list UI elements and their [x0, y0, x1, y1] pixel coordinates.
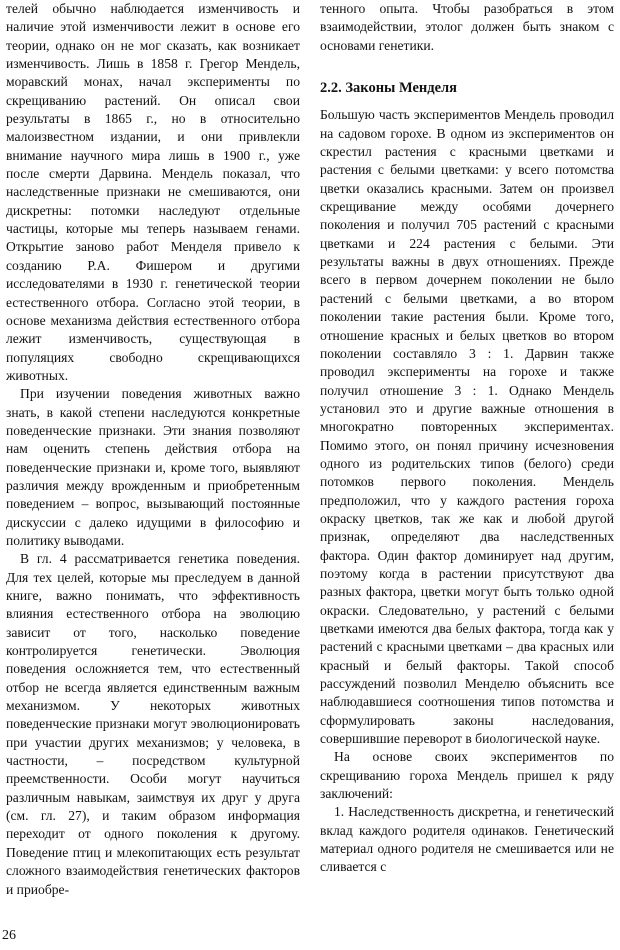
paragraph-continued: телей обычно наблюдается изменчивость и наличие этой изменчивости лежит в основе его теории, однако он не мог сказать, как возникает изменчивость. Лишь в 1858 г. Грегор Мендель, моравский монах, начал эксперименты по скрещиванию растений. Он описал свои результаты в 1865 г., но в относительно малоизвестном издании, и они привлекли внимание научного мира лишь в 1900 г., уже после смерти Дарвина. Мендель показал, что наследственные признаки не смешиваются, они дискретны: потомки наследуют отдельные частицы, которые мы теперь называем генами. Открытие заново работ Менделя привело к созданию Р.А. Фишером и другими исследователями в 1930 г. генетической теории естественного отбора. Согласно этой теории, в основе механизма действия естественного отбора лежит изменчивость, существующая в популяциях свободно скрещивающихся животных.	[6, 1, 300, 383]
paragraph: При изучении поведения животных важно знать, в какой степени наследуются конкретные поведенческие признаки. Эти знания позволяют нам оценить степень действия отбора на поведенческие признаки и, кроме того, выявляют различия между врожденным и приобретенным поведением – вопрос, вызывающий постоянные дискуссии с далеко идущими в философию и политику выводами.	[6, 386, 300, 548]
right-column	[320, 0, 614, 877]
paragraph: В гл. 4 рассматривается генетика поведения. Для тех целей, которые мы преследуем в данной книге, важно понимать, что эффективность влияния естественного отбора на эволюцию зависит от того, насколько поведение контролируется генетически. Эволюция поведения осложняется тем, что естественный отбор не всегда является единственным важным механизмом. У некоторых животных поведенческие признаки могут эволюционировать при участии других механизмов; у человека, в частности, – посредством культурной преемственности. Особи могут научиться различным навыкам, заимствуя их друг у друга (см. гл. 27), и таким образом информация переходит от одного поколения к другому. Поведение птиц и млекопитающих есть результат сложного взаимодействия генетических факторов и приобре-	[6, 551, 300, 897]
paragraph-continued: тенного опыта. Чтобы разобраться в этом взаимодействии, этолог должен быть знаком с основами генетики.	[320, 1, 614, 53]
paragraph: На основе своих экспериментов по скрещиванию гороха Мендель пришел к ряду заключений:	[320, 749, 614, 802]
paragraph: Большую часть экспериментов Мендель проводил на садовом горохе. В одном из экспериментов он скрестил растения с красными цветками и растения с белыми цветками: у всего потомства цветки оказались красными. Затем он произвел скрещивание между особями дочернего поколения и получил 705 растений с красными цветками и 224 растения с белыми. Эти результаты важны в двух отношениях. Прежде всего в первом дочернем поколении не было растений с белыми цветками, а во втором поколении такие растения были. Кроме того, отношение красных и белых цветков во втором поколении составляло 3 : 1. Дарвин также проводил эксперименты на горохе и также получил отношение 3 : 1. Однако Мендель установил это и другие важные отношения в многократно повторенных экспериментах. Помимо этого, он понял причину исчезновения одного из родительских типов (белого) среди потомков первого поколения. Мендель предположил, что у каждого растения гороха окраску цветков, так же как и любой другой признак, определяют два наследственных фактора. Один фактор доминирует над другим, поэтому когда в растении присутствуют два разных фактора, цветки могут быть только одной окраски. Следовательно, у растений с белыми цветками имеются два белых фактора, тогда как у растений с красными цветками – два красных или красный и белый факторы. Такой способ рассуждений позволил Менделю объяснить все наблюдавшиеся соотношения типов потомства и сформулировать законы наследования, совершившие переворот в биологической науке.	[320, 107, 614, 747]
page-number: 26	[2, 928, 16, 943]
section-heading: 2.2. Законы Менделя	[320, 80, 458, 97]
list-item: 1. Наследственность дискретна, и генетический вклад каждого родителя одинаков. Генетический материал одного родителя не смешивается или не сливается с	[320, 804, 614, 875]
left-column	[6, 0, 300, 899]
